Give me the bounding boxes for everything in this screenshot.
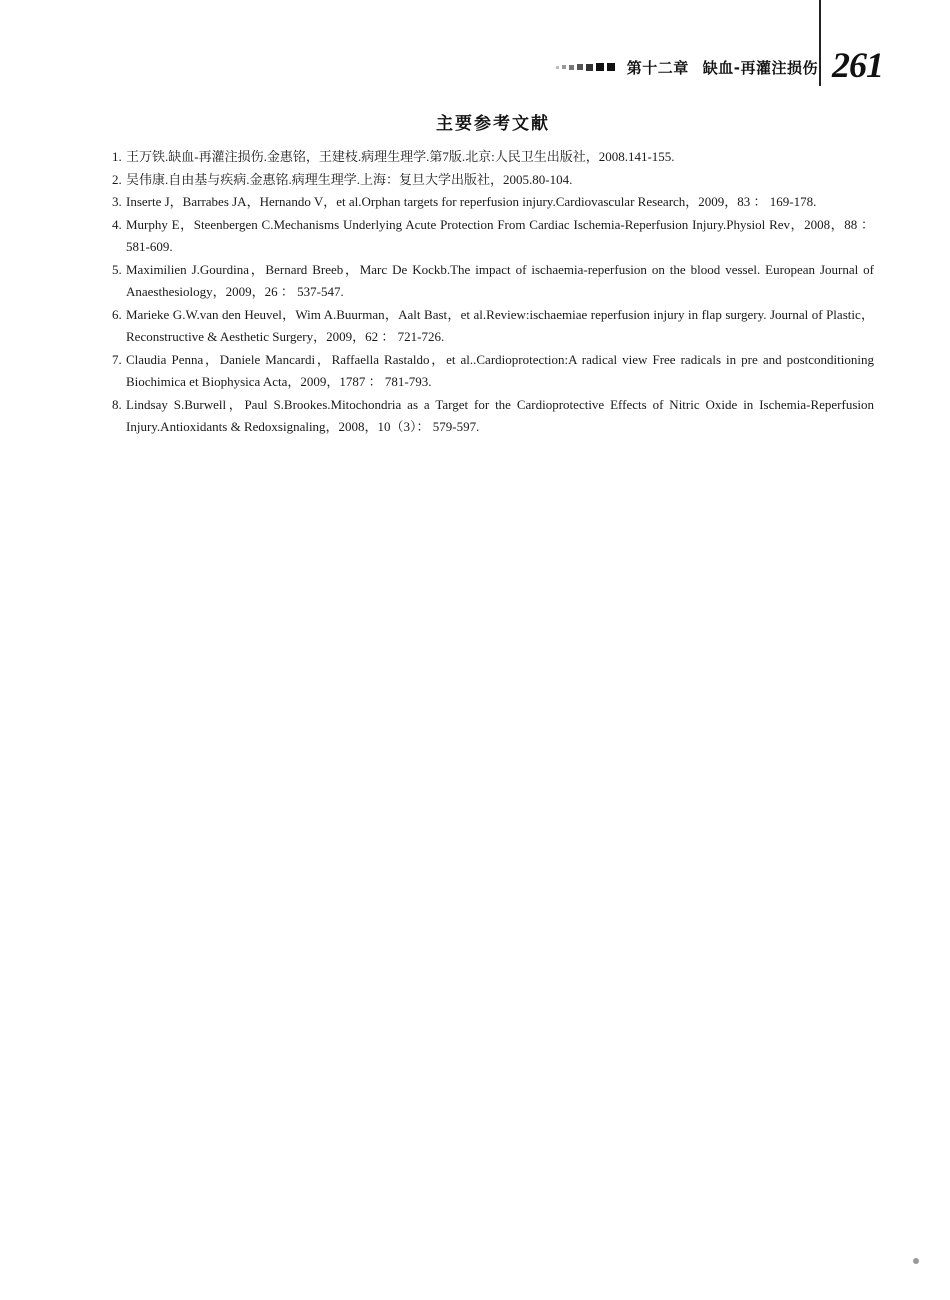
reference-item (112, 214, 874, 259)
reference-number: 1. (112, 149, 122, 164)
running-header (553, 52, 818, 82)
reference-text: Maximilien J.Gourdina，Bernard Breeb，Marc De Kockb.The impact of ischaemia-reperfusion on the blood vessel. European Journal of Anaesthesiology，2009，26 ： 537-547. (126, 261, 874, 299)
reference-number: 2. (112, 171, 122, 187)
reference-text: Lindsay S.Burwell，Paul S.Brookes.Mitochondria as a Target for the Cardioprotective Effects of Nitric Oxide in Ischemia-Reperfusion Injury.Antioxidants & Redoxsignaling，2008，10（3）： 579-597. (126, 396, 874, 434)
reference-number: 8. (112, 396, 122, 412)
square-mark (556, 66, 559, 69)
reference-item (112, 394, 874, 439)
square-mark (569, 65, 574, 70)
chapter-number: 第十二章 (626, 58, 689, 77)
section-title: 主要参考文献 (436, 114, 550, 134)
reference-item (112, 304, 874, 349)
reference-number: 7. (112, 351, 122, 367)
reference-item (112, 191, 874, 214)
reference-text: Marieke G.W.van den Heuvel，Wim A.Buurman，Aalt Bast，et al.Review:ischaemiae reperfusion injury in flap surgery. Journal of Plastic，Reconstructive & Aesthetic Surgery，2009，62 ： 721-726. (126, 306, 874, 344)
square-mark (607, 63, 615, 71)
decorative-squares (553, 63, 615, 71)
reference-text: 吴伟康.自由基与疾病.金惠铭.病理生理学.上海：复旦大学出版社，2005.80-104. (126, 171, 573, 187)
reference-item (112, 259, 874, 304)
reference-number: 3. (112, 194, 122, 209)
square-mark (562, 65, 566, 69)
header-divider (819, 0, 821, 86)
reference-item (112, 169, 874, 192)
chapter-heading (627, 57, 818, 78)
reference-item (112, 146, 874, 169)
reference-number: 5. (112, 261, 122, 277)
reference-text: Inserte J，Barrabes JA，Hernando V，et al.Orphan targets for reperfusion injury.Cardiovascular Research，2009，83 ： 169-178. (126, 194, 817, 209)
reference-number: 6. (112, 306, 122, 322)
square-mark (596, 63, 604, 71)
reference-text: Claudia Penna，Daniele Mancardi，Raffaella Rastaldo，et al..Cardioprotection:A radical view Free radicals in pre and postconditioning Biochimica et Biophysica Acta，2009，1787 ： 781-793. (126, 351, 874, 389)
scan-speck (913, 1258, 919, 1264)
reference-text: Murphy E，Steenbergen C.Mechanisms Underlying Acute Protection From Cardiac Ischemia-Reperfusion Injury.Physiol Rev，2008，88 ： 581-609. (126, 216, 874, 254)
square-mark (586, 64, 593, 71)
reference-list (112, 146, 874, 439)
reference-item (112, 349, 874, 394)
reference-number: 4. (112, 216, 122, 232)
chapter-title: 缺血-再灌注损伤 (702, 58, 818, 77)
square-mark (577, 64, 583, 70)
reference-text: 王万铁.缺血-再灌注损伤.金惠铭，王建枝.病理生理学.第7版.北京:人民卫生出版社，2008.141-155. (126, 149, 675, 164)
page-number: 261 (832, 45, 883, 85)
